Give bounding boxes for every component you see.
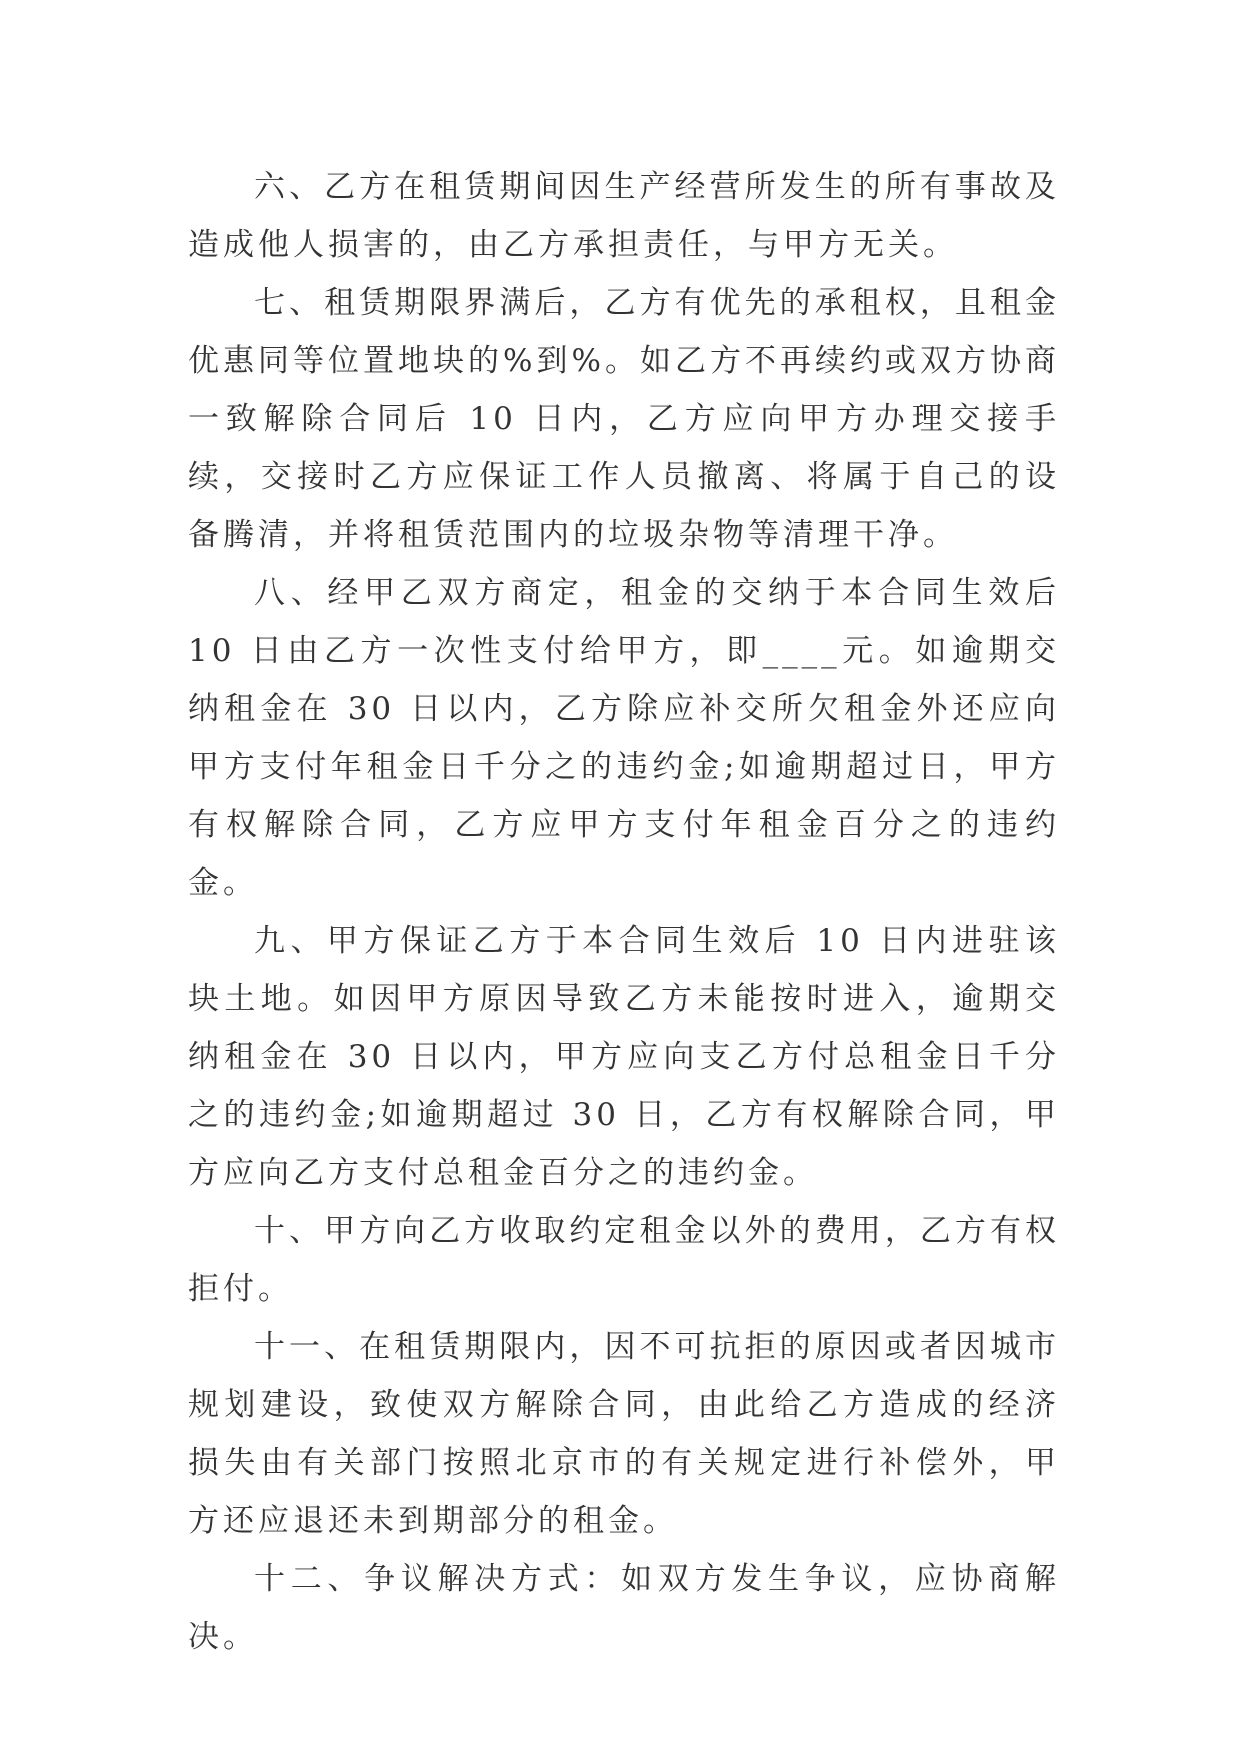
clause-6-paragraph: 六、乙方在租赁期间因生产经营所发生的所有事故及造成他人损害的，由乙方承担责任，与甲方无关。 — [188, 169, 1060, 263]
clause-8-paragraph: 八、经甲乙双方商定，租金的交纳于本合同生效后 10 日由乙方一次性支付给甲方，即____元。如逾期交纳租金在 30 日以内，乙方除应补交所欠租金外还应向甲方支付年租金日千分之的违约金;如逾期超过日，甲方有权解除合同，乙方应甲方支付年租金百分之的违约金。 — [188, 575, 1060, 901]
clause-12-paragraph: 十二、争议解决方式：如双方发生争议，应协商解决。 — [188, 1561, 1060, 1655]
clause-7-paragraph: 七、租赁期限界满后，乙方有优先的承租权，且租金优惠同等位置地块的%到%。如乙方不再续约或双方协商一致解除合同后 10 日内，乙方应向甲方办理交接手续，交接时乙方应保证工作人员撤离、将属于自己的设备腾清，并将租赁范围内的垃圾杂物等清理干净。 — [188, 285, 1060, 553]
clause-9-paragraph: 九、甲方保证乙方于本合同生效后 10 日内进驻该块土地。如因甲方原因导致乙方未能按时进入，逾期交纳租金在 30 日以内，甲方应向支乙方付总租金日千分之的违约金;如逾期超过 30 日，乙方有权解除合同，甲方应向乙方支付总租金百分之的违约金。 — [188, 923, 1060, 1191]
clause-10-paragraph: 十、甲方向乙方收取约定租金以外的费用，乙方有权拒付。 — [188, 1213, 1060, 1307]
clause-11-paragraph: 十一、在租赁期限内，因不可抗拒的原因或者因城市规划建设，致使双方解除合同，由此给乙方造成的经济损失由有关部门按照北京市的有关规定进行补偿外，甲方还应退还未到期部分的租金。 — [188, 1329, 1060, 1539]
document-body — [188, 158, 1060, 1666]
